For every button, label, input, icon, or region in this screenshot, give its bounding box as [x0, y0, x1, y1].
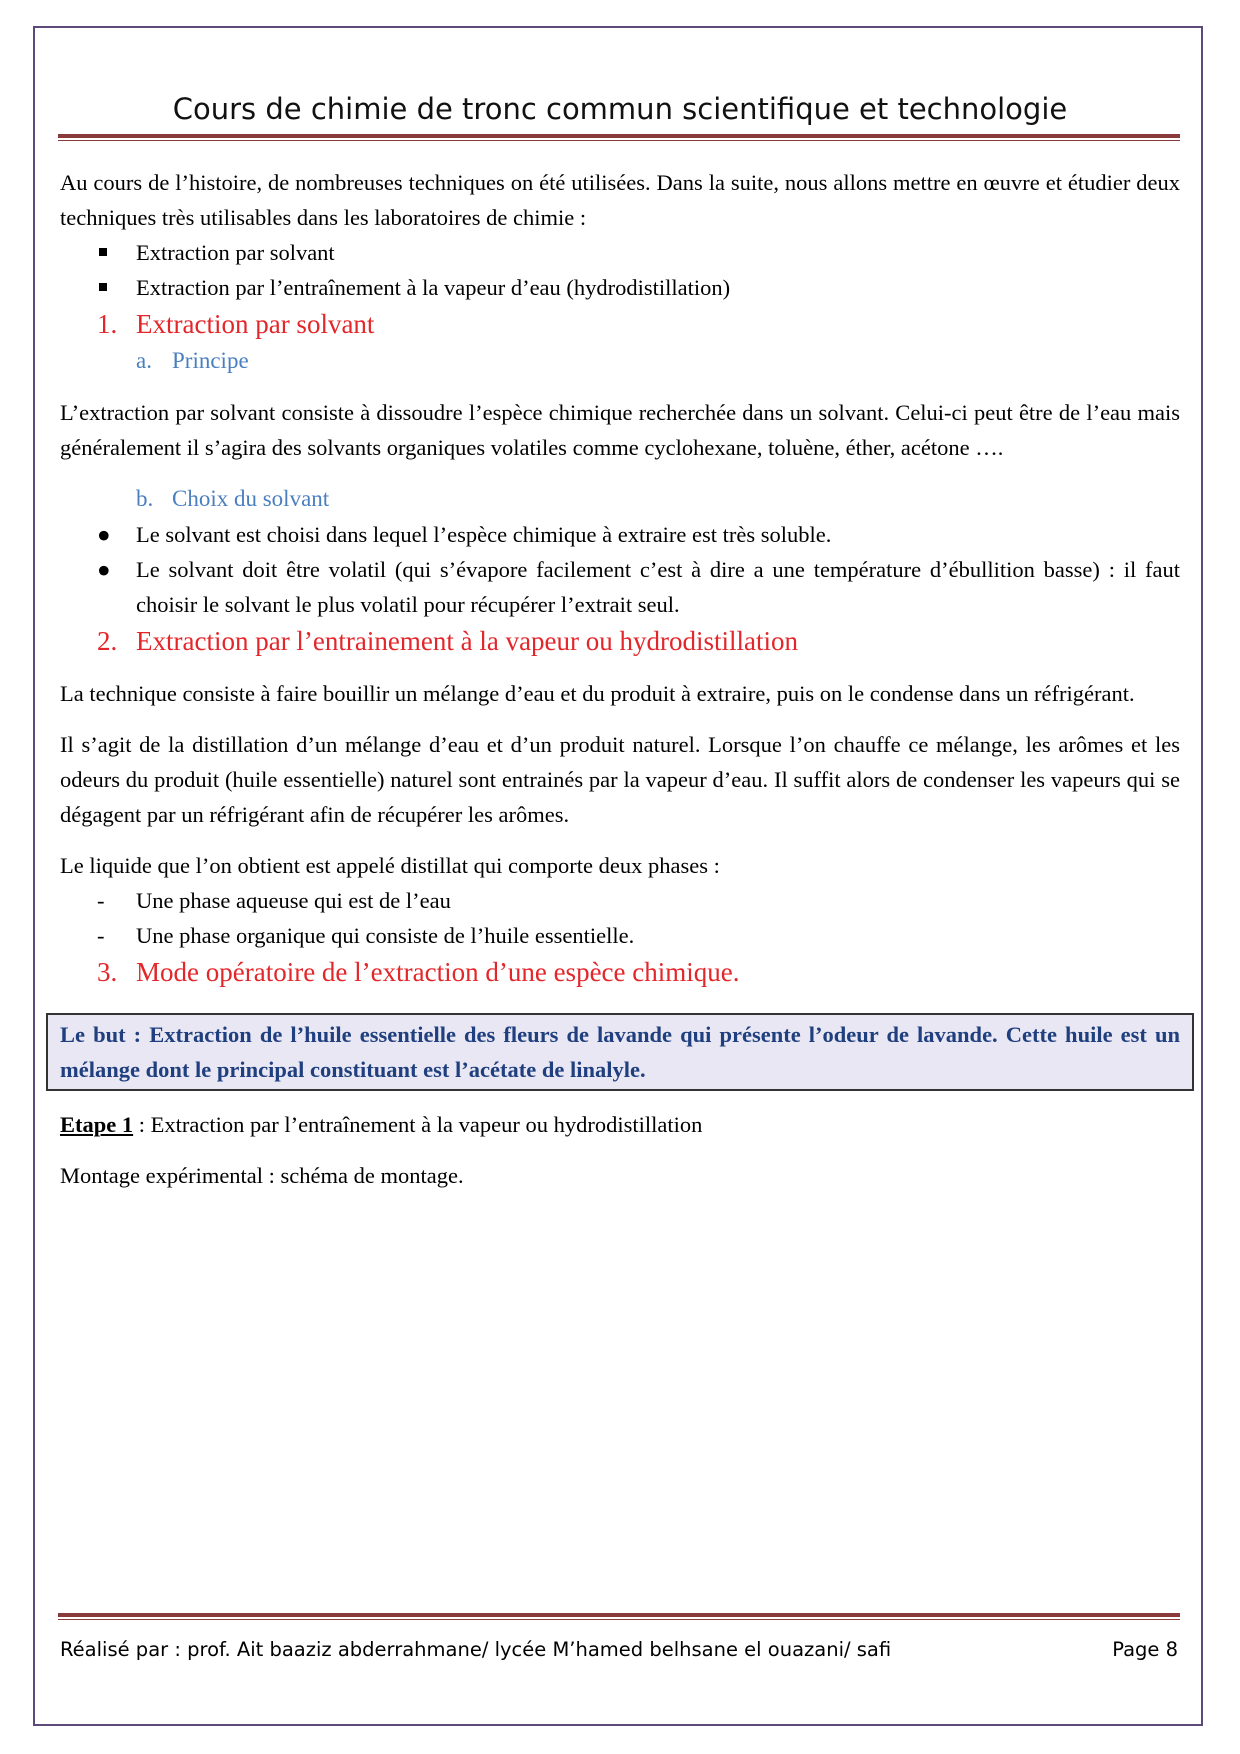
list-item: - Une phase aqueuse qui est de l’eau: [60, 883, 1180, 918]
list-item: ● Le solvant doit être volatil (qui s’évapore facilement c’est à dire a une température d’ébullition basse) : il faut choisir le solvant le plus volatil pour récupérer l’extrait seul.: [60, 552, 1180, 622]
square-bullet-icon: [99, 283, 107, 291]
choix-list: [60, 517, 1180, 622]
page-footer: [60, 1638, 1178, 1661]
principe-paragraph: L’extraction par solvant consiste à dissoudre l’espèce chimique recherchée dans un solvant. Celui-ci peut être de l’eau mais généralement il s’agira des solvants organiques volatiles comme cyclohexane, toluène, éther, acétone ….: [60, 400, 1180, 460]
list-item: ● Le solvant est choisi dans lequel l’espèce chimique à extraire est très soluble.: [60, 517, 1180, 552]
section-2-heading: 2. Extraction par l’entrainement à la vapeur ou hydrodistillation: [97, 626, 799, 656]
header-rule: [58, 134, 1180, 141]
list-item: - Une phase organique qui consiste de l’huile essentielle.: [60, 918, 1180, 953]
section-2-paragraph-1: La technique consiste à faire bouillir un mélange d’eau et du produit à extraire, puis on le condense dans un réfrigérant.: [60, 681, 1135, 706]
section-2-paragraph-3: Le liquide que l’on obtient est appelé distillat qui comporte deux phases :: [60, 853, 720, 878]
footer-author: Réalisé par : prof. Ait baaziz abderrahmane/ lycée M’hamed belhsane el ouazani/ safi: [60, 1638, 892, 1661]
techniques-list: [60, 235, 1180, 305]
bullet-icon: ●: [97, 522, 111, 547]
list-item: Extraction par solvant: [60, 235, 1180, 270]
phases-list: [60, 883, 1180, 953]
page-header-title: Cours de chimie de tronc commun scientifique et technologie: [172, 92, 1068, 126]
dash-bullet-icon: -: [97, 923, 105, 948]
section-3-heading: 3. Mode opératoire de l’extraction d’une espèce chimique.: [97, 957, 740, 987]
document-body: [60, 165, 1180, 1193]
etape-label: Etape 1: [60, 1112, 134, 1137]
section-2-paragraph-2: Il s’agit de la distillation d’un mélange d’eau et d’un produit naturel. Lorsque l’on chauffe ce mélange, les arômes et les odeurs du produit (huile essentielle) naturel sont entrainés par la vapeur d’eau. Il suffit alors de condenser les vapeurs qui se dégagent par un réfrigérant afin de récupérer les arômes.: [60, 732, 1180, 827]
bullet-icon: ●: [97, 557, 111, 582]
dash-bullet-icon: -: [97, 888, 105, 913]
list-item: Extraction par l’entraînement à la vapeur d’eau (hydrodistillation): [60, 270, 1180, 305]
section-1b-heading: b. Choix du solvant: [136, 486, 330, 511]
page-number: Page 8: [1112, 1638, 1178, 1661]
footer-rule: [58, 1613, 1180, 1620]
goal-box: Le but : Extraction de l’huile essentielle des fleurs de lavande qui présente l’odeur de lavande. Cette huile est un mélange dont le principal constituant est l’acétate de linalyle.: [46, 1013, 1194, 1091]
section-1-heading: 1. Extraction par solvant: [97, 309, 375, 339]
intro-paragraph: Au cours de l’histoire, de nombreuses techniques on été utilisées. Dans la suite, nous allons mettre en œuvre et étudier deux techniques très utilisables dans les laboratoires de chimie :: [60, 170, 1180, 230]
etape-line: Etape 1 : Extraction par l’entraînement à la vapeur ou hydrodistillation: [60, 1112, 703, 1137]
montage-line: Montage expérimental : schéma de montage.: [60, 1163, 464, 1188]
square-bullet-icon: [99, 248, 107, 256]
section-1a-heading: a. Principe: [136, 348, 249, 373]
